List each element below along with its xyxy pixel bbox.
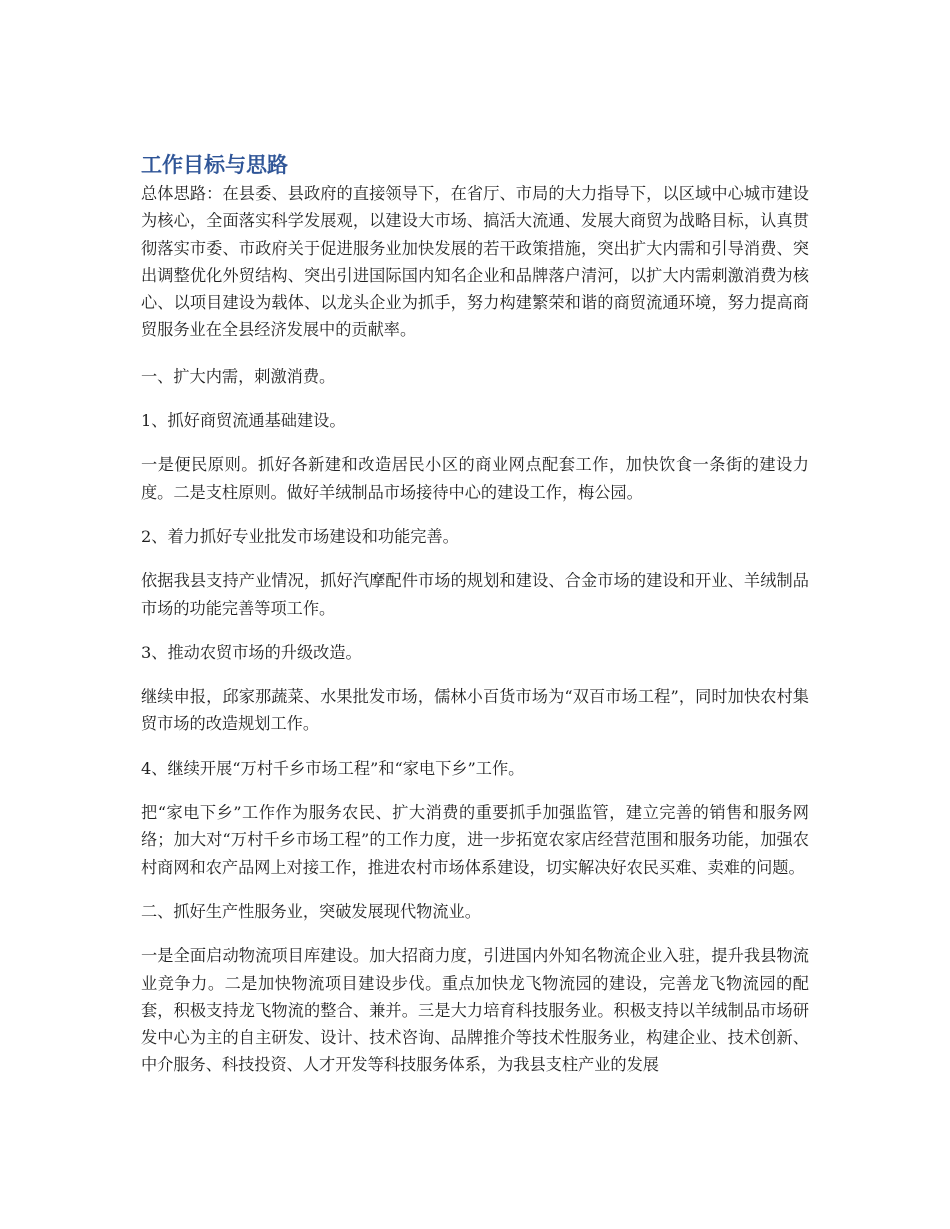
subsection-heading-3: 3、推动农贸市场的升级改造。 <box>141 642 362 662</box>
subsection-heading-2: 2、着力抓好专业批发市场建设和功能完善。 <box>141 526 459 546</box>
paragraph: 一是全面启动物流项目库建设。加大招商力度，引进国内外知名物流企业入驻，提升我县物流业竞争力。二是加快物流项目建设步伐。重点加快龙飞物流园的建设，完善龙飞物流园的配套，积极支持龙飞物流的整合、兼并。三是大力培育科技服务业。积极支持以羊绒制品市场研发中心为主的自主研发、设计、技术咨询、品牌推介等技术性服务业，构建企业、技术创新、中介服务、科技投资、人才开发等科技服务体系，为我县支柱产业的发展 <box>141 946 809 1075</box>
document-body <box>141 150 809 1096</box>
subsection-heading-4: 4、继续开展“万村千乡市场工程”和“家电下乡”工作。 <box>141 758 525 778</box>
paragraph: 把“家电下乡”工作作为服务农民、扩大消费的重要抓手加强监管，建立完善的销售和服务网络；加大对“万村千乡市场工程”的工作力度，进一步拓宽农家店经营范围和服务功能，加强农村商网和农产品网上对接工作，推进农村市场体系建设，切实解决好农民买难、卖难的问题。 <box>141 803 809 877</box>
document-title: 工作目标与思路 <box>141 153 288 177</box>
section-heading-2: 二、抓好生产性服务业，突破发展现代物流业。 <box>141 901 481 921</box>
section-heading-1: 一、扩大内需，刺激消费。 <box>141 366 336 386</box>
paragraph-overall-approach: 总体思路：在县委、县政府的直接领导下，在省厅、市局的大力指导下，以区域中心城市建设为核心，全面落实科学发展观，以建设大市场、搞活大流通、发展大商贸为战略目标，认真贯彻落实市委、市政府关于促进服务业加快发展的若干政策措施，突出扩大内需和引导消费、突出调整优化外贸结构、突出引进国际国内知名企业和品牌落户清河，以扩大内需刺激消费为核心、以项目建设为载体、以龙头企业为抓手，努力构建繁荣和谐的商贸流通环境，努力提高商贸服务业在全县经济发展中的贡献率。 <box>141 184 809 340</box>
paragraph: 继续申报，邱家那蔬菜、水果批发市场，儒林小百货市场为“双百市场工程”，同时加快农村集贸市场的改造规划工作。 <box>141 687 809 734</box>
paragraph: 依据我县支持产业情况，抓好汽摩配件市场的规划和建设、合金市场的建设和开业、羊绒制品市场的功能完善等项工作。 <box>141 571 809 618</box>
paragraph: 一是便民原则。抓好各新建和改造居民小区的商业网点配套工作，加快饮食一条街的建设力度。二是支柱原则。做好羊绒制品市场接待中心的建设工作，梅公园。 <box>141 455 809 502</box>
subsection-heading-1: 1、抓好商贸流通基础建设。 <box>141 411 346 431</box>
